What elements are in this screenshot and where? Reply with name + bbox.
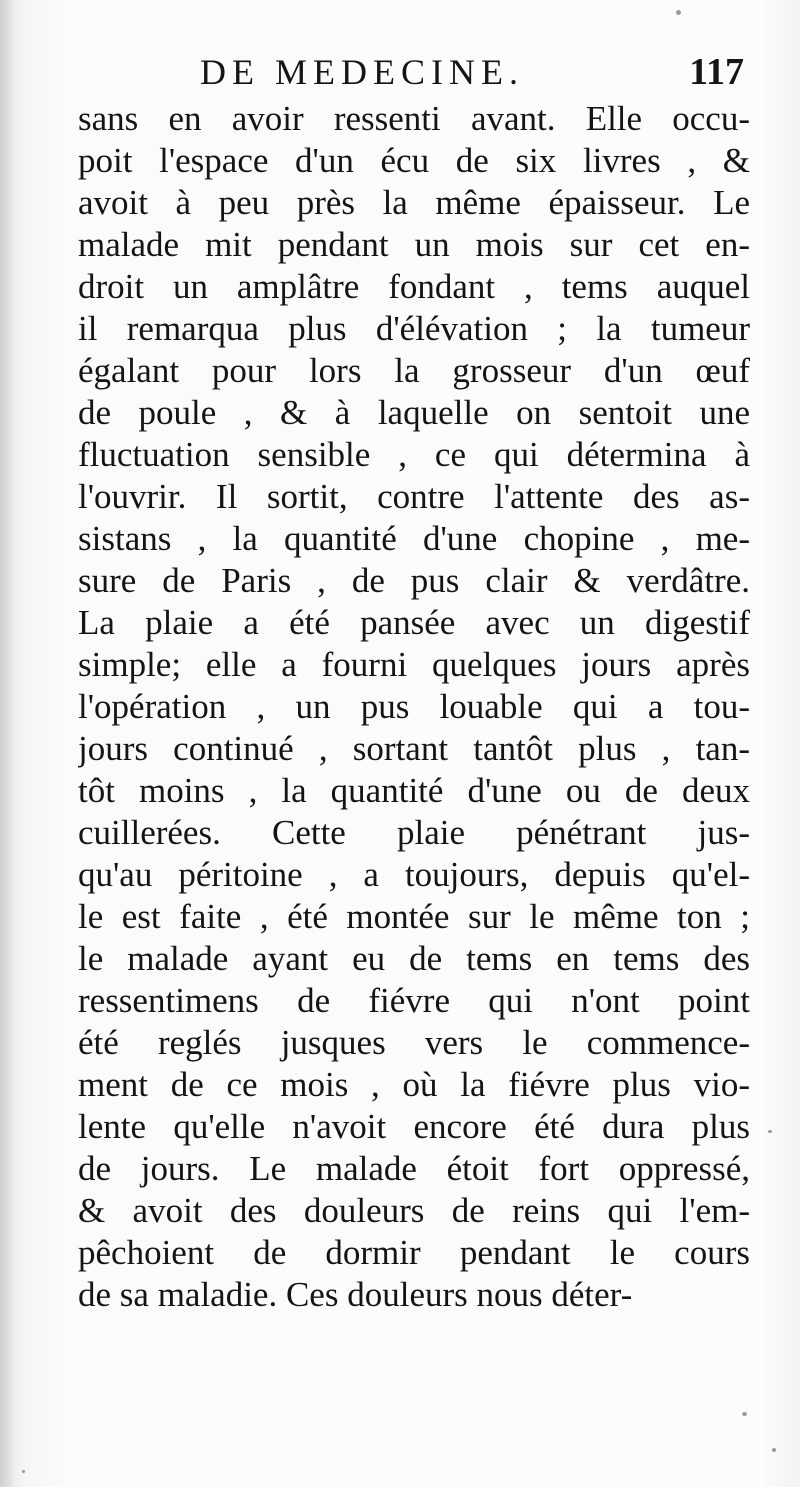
- text-line: l'opération , un pus louable qui a tou-: [78, 687, 750, 726]
- text-line: il remarqua plus d'élévation ; la tumeur: [78, 309, 750, 348]
- text-line: égalant pour lors la grosseur d'un œuf: [78, 351, 750, 390]
- text-line: poit l'espace d'un écu de six livres , &: [78, 141, 750, 180]
- text-line: malade mit pendant un mois sur cet en-: [78, 225, 750, 264]
- body-text: [78, 98, 750, 1316]
- running-title: DE MEDECINE.: [200, 52, 524, 92]
- text-line: de sa maladie. Ces douleurs nous déter-: [78, 1275, 633, 1314]
- text-line: ment de ce mois , où la fiévre plus vio-: [78, 1065, 750, 1104]
- text-line: le est faite , été montée sur le même ton ;: [78, 897, 750, 936]
- text-line: fluctuation sensible , ce qui détermina à: [78, 435, 750, 474]
- paper-speck: [676, 10, 681, 15]
- paper-speck: [22, 1470, 25, 1473]
- page-gutter-shadow: [0, 0, 16, 1487]
- text-line: sans en avoir ressenti avant. Elle occu-: [78, 99, 750, 138]
- text-line: La plaie a été pansée avec un digestif: [78, 603, 750, 642]
- paper-speck: [768, 1130, 772, 1133]
- text-line: été reglés jusques vers le commence-: [78, 1023, 750, 1062]
- text-line: cuillerées. Cette plaie pénétrant jus-: [78, 813, 750, 852]
- text-line: le malade ayant eu de tems en tems des: [78, 939, 750, 978]
- text-line: sure de Paris , de pus clair & verdâtre.: [78, 561, 750, 600]
- text-line: tôt moins , la quantité d'une ou de deux: [78, 771, 750, 810]
- text-line: simple; elle a fourni quelques jours après: [78, 645, 750, 684]
- text-line: droit un amplâtre fondant , tems auquel: [78, 267, 750, 306]
- text-line: avoit à peu près la même épaisseur. Le: [78, 183, 750, 222]
- text-line: sistans , la quantité d'une chopine , me-: [78, 519, 750, 558]
- text-line: jours continué , sortant tantôt plus , tan-: [78, 729, 750, 768]
- page-number: 117: [689, 51, 744, 93]
- text-line: pêchoient de dormir pendant le cours: [78, 1233, 750, 1272]
- text-line: de jours. Le malade étoit fort oppressé,: [78, 1149, 750, 1188]
- text-line: ressentimens de fiévre qui n'ont point: [78, 981, 750, 1020]
- paper-speck: [772, 1448, 776, 1452]
- text-line: l'ouvrir. Il sortit, contre l'attente des as-: [78, 477, 750, 516]
- paper-speck: [742, 1412, 747, 1416]
- text-line: lente qu'elle n'avoit encore été dura plus: [78, 1107, 750, 1146]
- text-line: & avoit des douleurs de reins qui l'em-: [78, 1191, 750, 1230]
- text-line: qu'au péritoine , a toujours, depuis qu'el-: [78, 855, 750, 894]
- text-line: de poule , & à laquelle on sentoit une: [78, 393, 750, 432]
